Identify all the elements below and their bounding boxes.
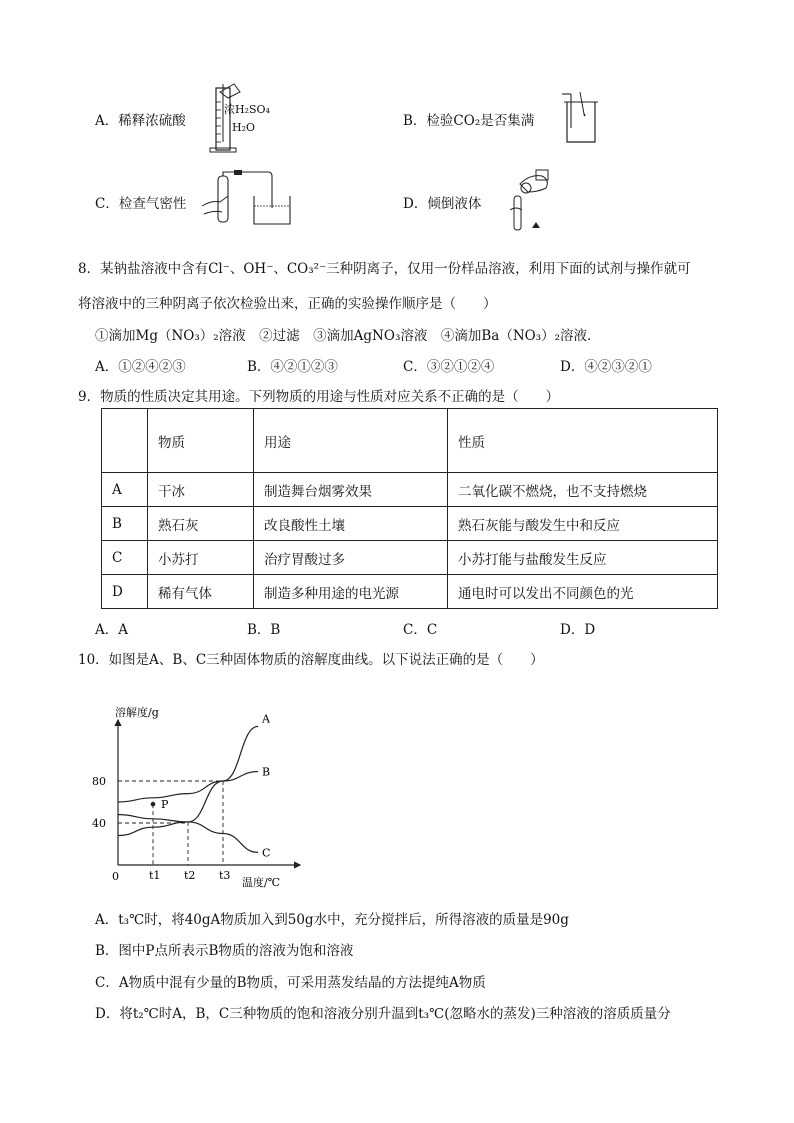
q9-stem: 9．物质的性质决定其用途。下列物质的用途与性质对应关系不正确的是（ ）	[78, 389, 560, 405]
table-cell: 二氧化碳不燃烧，也不支持燃烧	[448, 473, 718, 507]
y-tick-label: 40	[92, 817, 106, 830]
y-tick-label: 80	[92, 775, 106, 788]
table-cell: 改良酸性土壤	[254, 507, 448, 541]
option-letter: A．	[95, 113, 119, 129]
curve-label-b: B	[262, 765, 271, 779]
table-cell: 稀有气体	[148, 575, 254, 609]
option-text: 检查气密性	[118, 196, 187, 212]
x-tick-label: t2	[184, 869, 196, 882]
x-tick-label: t3	[219, 869, 231, 882]
table-cell: A	[102, 473, 148, 507]
table-row	[102, 473, 718, 507]
q9-choice-b[interactable]: B．B	[247, 622, 281, 638]
origin-label: 0	[112, 870, 119, 883]
table-header-cell	[102, 409, 148, 473]
curve-b	[118, 772, 258, 802]
q8-steps: ①滴加Mg（NO₃）₂溶液 ②过滤 ③滴加AgNO₃溶液 ④滴加Ba（NO₃）₂溶液．	[95, 328, 601, 344]
pour-liquid-figure	[506, 166, 558, 236]
x-tick-label: t1	[149, 869, 161, 882]
q8-stem-line1: 8．某钠盐溶液中含有Cl⁻、OH⁻、CO₃²⁻三种阴离子，仅用一份样品溶液，利用下面的试剂与操作就可	[78, 261, 691, 277]
q10-stem: 10．如图是A、B、C三种固体物质的溶解度曲线。以下说法正确的是（ ）	[78, 652, 544, 668]
option-letter: B．	[403, 113, 427, 129]
q7-option-c	[95, 192, 186, 212]
q7-option-a	[95, 109, 186, 129]
q9-choice-c[interactable]: C．C	[403, 622, 438, 638]
q10-option-b[interactable]: B．图中P点所表示B物质的溶液为饱和溶液	[95, 943, 354, 959]
table-header-row	[102, 409, 718, 473]
q8-stem-line2: 将溶液中的三种阴离子依次检验出来，正确的实验操作顺序是（ ）	[78, 296, 497, 312]
q9-choice-a[interactable]: A．A	[95, 622, 128, 638]
q9-choice-d[interactable]: D．D	[560, 622, 596, 638]
table-cell: B	[102, 507, 148, 541]
table-row	[102, 575, 718, 609]
table-row	[102, 507, 718, 541]
q7-option-d	[403, 192, 481, 212]
point-p-label: P	[161, 798, 169, 812]
x-axis-label: 温度/℃	[242, 876, 281, 889]
airtightness-check-figure	[198, 166, 298, 228]
q7-option-b	[403, 109, 534, 129]
q8-choice-b[interactable]: B．④②①②③	[247, 359, 338, 375]
table-cell: 治疗胃酸过多	[254, 541, 448, 575]
curve-label-c: C	[262, 846, 271, 860]
curve-label-a: A	[262, 712, 270, 726]
q10-option-c[interactable]: C．A物质中混有少量的B物质，可采用蒸发结晶的方法提纯A物质	[95, 975, 486, 991]
table-cell: 熟石灰	[148, 507, 254, 541]
option-text: 检验CO₂是否集满	[426, 113, 535, 129]
water-label: H₂O	[232, 121, 256, 134]
table-cell: 制造舞台烟雾效果	[254, 473, 448, 507]
table-cell: 小苏打	[148, 541, 254, 575]
q8-choice-a[interactable]: A．①②④②③	[95, 359, 186, 375]
table-cell: C	[102, 541, 148, 575]
q10-option-d[interactable]: D．将t₂℃时A，B，C三种物质的饱和溶液分别升温到t₃℃(忽略水的蒸发)三种溶液的溶质质量分	[95, 1006, 671, 1022]
table-header-cell: 物质	[148, 409, 254, 473]
table-cell: 通电时可以发出不同颜色的光	[448, 575, 718, 609]
solubility-chart	[90, 690, 310, 899]
co2-gas-jar-figure	[558, 88, 602, 146]
table-header-cell: 用途	[254, 409, 448, 473]
q8-choice-c[interactable]: C．③②①②④	[403, 359, 495, 375]
table-cell: 制造多种用途的电光源	[254, 575, 448, 609]
q10-option-a[interactable]: A．t₃℃时，将40gA物质加入到50g水中，充分搅拌后，所得溶液的质量是90g	[95, 912, 569, 928]
table-cell: 小苏打能与盐酸发生反应	[448, 541, 718, 575]
point-p	[151, 802, 156, 807]
y-axis-label: 溶解度/g	[115, 706, 159, 719]
table-cell: 熟石灰能与酸发生中和反应	[448, 507, 718, 541]
option-letter: C．	[95, 196, 119, 212]
dilute-sulfuric-acid-figure	[206, 82, 276, 154]
table-cell: D	[102, 575, 148, 609]
table-row	[102, 541, 718, 575]
q8-choice-d[interactable]: D．④②③②①	[560, 359, 652, 375]
option-text: 倾倒液体	[427, 196, 482, 212]
option-text: 稀释浓硫酸	[118, 113, 186, 129]
option-letter: D．	[403, 196, 428, 212]
table-header-cell: 性质	[448, 409, 718, 473]
table-cell: 干冰	[148, 473, 254, 507]
q9-table	[101, 408, 718, 609]
conc-sulfuric-acid-label: 浓H₂SO₄	[224, 103, 270, 116]
